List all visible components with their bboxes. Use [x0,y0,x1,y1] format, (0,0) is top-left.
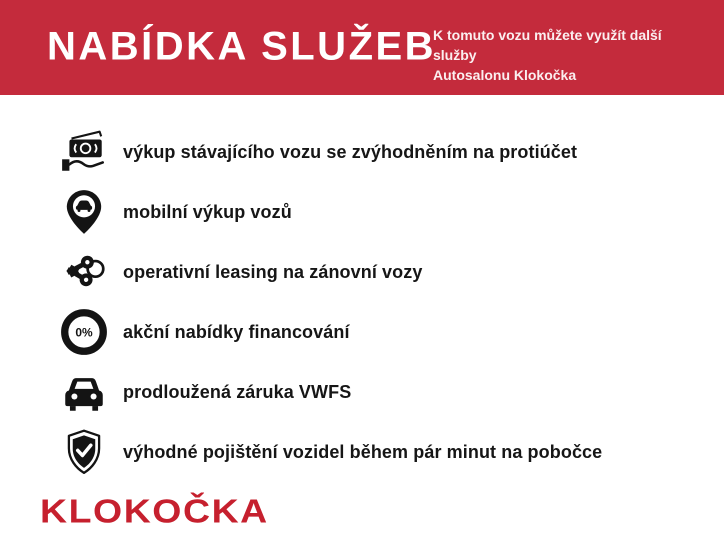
page-title: NABÍDKA SLUŽEB [47,24,437,69]
list-item [58,182,602,242]
car-keys-icon [58,246,110,298]
list-item [58,242,602,302]
header-subtitle-line1: K tomuto vozu můžete využít další služby [433,27,662,63]
list-item [58,362,602,422]
service-label: prodloužená záruka VWFS [123,381,352,402]
header-banner [0,0,724,95]
service-label: mobilní výkup vozů [123,201,292,222]
service-label: výhodné pojištění vozidel během pár minut na pobočce [123,441,603,462]
klokocka-logo: KLOKOČKA [40,492,269,530]
zero-percent-label: 0% [75,325,93,340]
shield-check-icon [58,426,110,478]
header-subtitle-line2: Autosalonu Klokočka [433,67,577,83]
service-label: výkup stávajícího vozu se zvýhodněním na protiúčet [123,141,578,162]
car-front-icon [58,366,110,418]
list-item [58,302,602,362]
cash-in-hand-icon [58,126,110,178]
services-list [58,122,602,482]
zero-percent-icon [58,306,110,358]
service-label: operativní leasing na zánovní vozy [123,261,423,282]
service-label: akční nabídky financování [123,321,350,342]
header-subtitle [433,25,708,85]
list-item [58,122,602,182]
car-location-pin-icon [58,186,110,238]
list-item [58,422,602,482]
